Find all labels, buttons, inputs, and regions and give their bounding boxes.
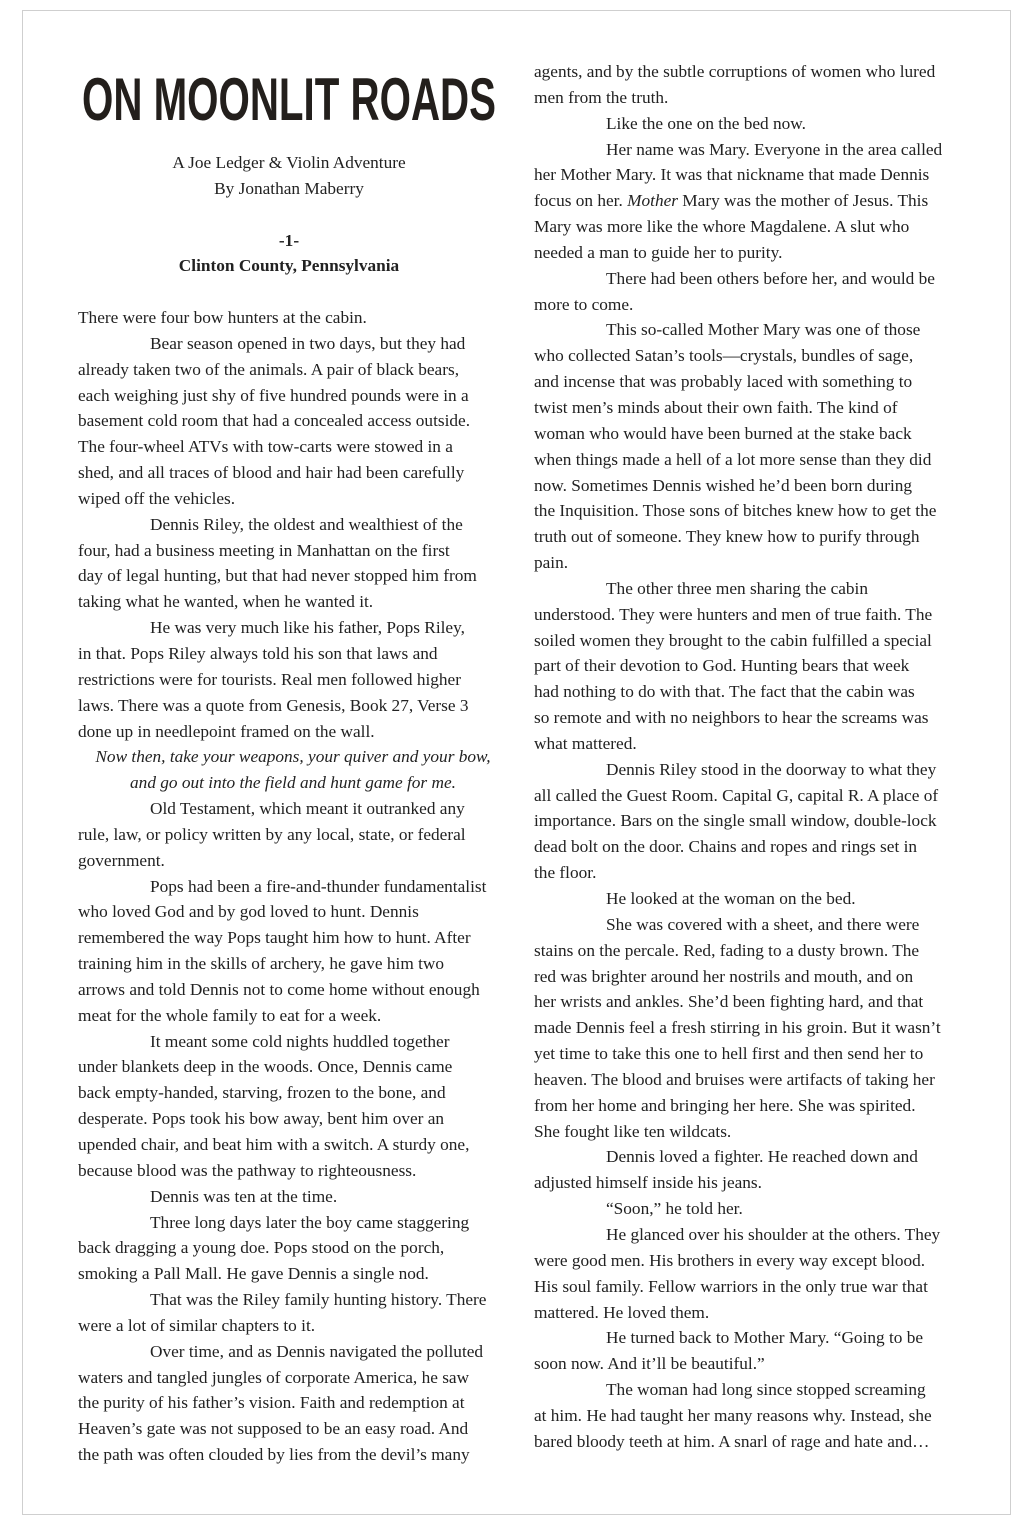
text-line: under blankets deep in the woods. Once, Dennis came [78,1057,453,1077]
text-line: Dennis was ten at the time. [150,1186,338,1206]
text-line: desperate. Pops took his bow away, bent him over an [78,1109,445,1129]
text-line: back dragging a young doe. Pops stood on the porch, [78,1238,445,1258]
text-line: waters and tangled jungles of corporate America, he saw [78,1367,470,1387]
paragraph [534,886,974,912]
text-line: and incense that was probably laced with something to [534,372,913,392]
byline: By Jonathan Maberry [214,179,364,198]
text-line: training him in the skills of archery, he gave him two [78,954,445,974]
text-line: the Inquisition. Those sons of bitches knew how to get the [534,501,937,521]
story-title-text: ON MOONLIT ROADS [82,66,496,130]
text-line: She was covered with a sheet, and there were [606,914,920,934]
text-line: She fought like ten wildcats. [534,1121,732,1141]
text-line: The four-wheel ATVs with tow-carts were stowed in a [78,437,453,457]
paragraph [534,111,974,137]
text-line: understood. They were hunters and men of true faith. The [534,604,933,624]
paragraph [78,1339,518,1468]
text-line: Pops had been a fire-and-thunder fundamentalist [150,876,487,896]
text-line: Over time, and as Dennis navigated the polluted [150,1341,484,1361]
text-line: woman who would have been burned at the stake back [534,423,912,443]
subtitle: A Joe Ledger & Violin Adventure [172,153,406,172]
paragraph [534,1196,974,1222]
paragraph [534,1377,974,1455]
text-line: twist men’s minds about their own faith. The kind of [534,397,898,417]
text-line: arrows and told Dennis not to come home without enough [78,979,480,999]
text-line: There had been others before her, and would be [606,268,935,288]
text-line: the floor. [534,863,597,883]
text-line: part of their devotion to God. Hunting bears that week [534,656,910,676]
text-line: government. [78,850,165,870]
text-line: Mary was more like the whore Magdalene. A slut who [534,217,910,237]
text-line: Heaven’s gate was not supposed to be an easy road. And [78,1419,469,1439]
text-line: day of legal hunting, but that had never stopped him from [78,566,477,586]
text-line: He looked at the woman on the bed. [606,889,856,908]
text-line: Dennis loved a fighter. He reached down and [606,1147,918,1167]
text-line: so remote and with no neighbors to hear the screams was [534,708,929,728]
text-line: There were four bow hunters at the cabin. [78,308,367,327]
text-line: the path was often clouded by lies from the devil’s many [78,1445,470,1465]
text-line: He glanced over his shoulder at the others. They [606,1224,941,1244]
paragraph [78,615,518,744]
text-line: Old Testament, which meant it outranked any [150,799,465,819]
paragraph [534,1325,974,1377]
text-line: This so-called Mother Mary was one of those [606,320,921,340]
text-column-left [78,305,518,1468]
text-line: each weighing just shy of five hundred pounds were in a [78,385,469,405]
text-line: basement cold room that had a concealed access outside. [78,411,471,431]
paragraph [78,1184,518,1210]
text-segment: Mary was the mother of Jesus. This [677,191,929,211]
text-line: taking what he wanted, when he wanted it. [78,592,374,612]
text-line: He turned back to Mother Mary. “Going to be [606,1328,924,1348]
story-title-graphic [82,66,496,130]
text-line: Bear season opened in two days, but they had [150,333,466,353]
paragraph [78,512,518,615]
text-line: had nothing to do with that. The fact that the cabin was [534,682,915,702]
paragraph [534,137,974,266]
text-line: needed a man to guide her to purity. [534,242,783,262]
text-line: at him. He had taught her many reasons why. Instead, she [534,1405,932,1425]
text-line: The woman had long since stopped screaming [606,1380,926,1400]
text-line: men from the truth. [534,87,669,107]
text-line: more to come. [534,294,634,314]
paragraph [78,796,518,874]
text-line [534,188,974,214]
text-line: pain. [534,553,569,573]
text-line: yet time to take this one to hell first and then send her to [534,1044,924,1064]
text-line: wiped off the vehicles. [78,488,236,508]
paragraph [534,1144,974,1196]
text-line: four, had a business meeting in Manhattan on the first [78,540,450,560]
paragraph [78,1287,518,1339]
text-line: Three long days later the boy came staggering [150,1212,470,1232]
text-line: Like the one on the bed now. [606,113,806,133]
text-line: dead bolt on the door. Chains and ropes and rings set in [534,837,918,857]
text-line: His soul family. Fellow warriors in the only true war that [534,1276,928,1296]
text-line: smoking a Pall Mall. He gave Dennis a single nod. [78,1264,429,1284]
text-line: who loved God and by god loved to hunt. Dennis [78,902,419,922]
text-line: all called the Guest Room. Capital G, capital R. A place of [534,785,939,805]
paragraph [78,874,518,1029]
text-line: It meant some cold nights huddled together [150,1031,450,1051]
text-line: the purity of his father’s vision. Faith and redemption at [78,1393,465,1413]
text-line: her Mother Mary. It was that nickname that made Dennis [534,165,930,185]
paragraph [78,1210,518,1288]
text-line: were good men. His brothers in every way except blood. [534,1250,926,1270]
text-line: when things made a hell of a lot more sense than they did [534,449,932,469]
text-line: were a lot of similar chapters to it. [78,1315,316,1335]
paragraph [534,576,974,757]
text-line: adjusted himself inside his jeans. [534,1173,762,1193]
text-segment: focus on her. [534,191,628,211]
text-line: The other three men sharing the cabin [606,578,868,598]
text-line: upended chair, and beat him with a switch. A sturdy one, [78,1135,470,1154]
italic-text: Mother [627,191,678,211]
text-line: Her name was Mary. Everyone in the area called [606,139,943,159]
paragraph [78,1029,518,1184]
text-line: done up in needlepoint framed on the wall. [78,721,375,741]
text-line: truth out of someone. They knew how to purify through [534,527,920,547]
text-line: agents, and by the subtle corruptions of women who lured [534,62,936,81]
text-line: That was the Riley family hunting history. There [150,1290,487,1310]
paragraph [534,266,974,318]
text-line: soon now. And it’ll be beautiful.” [534,1354,765,1374]
paragraph [534,317,974,575]
text-line: rule, law, or policy written by any local, state, or federal [78,824,466,844]
chapter-number: -1- [278,231,300,250]
text-line: because blood was the pathway to righteousness. [78,1160,417,1180]
text-line: stains on the percale. Red, fading to a dusty brown. The [534,940,920,960]
paragraph [78,331,518,512]
paragraph [534,757,974,886]
text-line: Dennis Riley stood in the doorway to what they [606,759,937,779]
text-line: shed, and all traces of blood and hair had been carefully [78,463,465,483]
text-line: red was brighter around her nostrils and mouth, and on [534,966,914,986]
block-quote [78,744,518,796]
text-line: now. Sometimes Dennis wished he’d been born during [534,475,913,495]
paragraph [534,912,974,1145]
paragraph [534,59,974,111]
paragraph [78,305,518,331]
text-line: Now then, take your weapons, your quiver and your bow, [95,747,491,767]
text-line: and go out into the field and hunt game for me. [130,773,456,793]
text-line: mattered. He loved them. [534,1302,710,1322]
text-line: soiled women they brought to the cabin fulfilled a special [534,630,932,650]
text-line: her wrists and ankles. She’d been fighting hard, and that [534,992,924,1012]
text-line: restrictions were for tourists. Real men followed higher [78,669,461,689]
text-line: He was very much like his father, Pops Riley, [150,618,465,638]
story-title [82,66,496,130]
text-line: heaven. The blood and bruises were artifacts of taking her [534,1069,935,1089]
text-column-right [534,59,974,1455]
text-line: Dennis Riley, the oldest and wealthiest of the [150,514,463,534]
text-line: made Dennis feel a fresh stirring in his groin. But it wasn’t [534,1018,941,1038]
text-line: laws. There was a quote from Genesis, Book 27, Verse 3 [78,695,469,715]
chapter-location: Clinton County, Pennsylvania [178,256,400,275]
text-line: “Soon,” he told her. [606,1199,743,1219]
text-line: in that. Pops Riley always told his son that laws and [78,643,438,663]
text-line: from her home and bringing her here. She was spirited. [534,1095,916,1115]
paragraph [534,1222,974,1325]
text-line: back empty-handed, starving, frozen to the bone, and [78,1083,446,1103]
text-line: bared bloody teeth at him. A snarl of rage and hate and… [534,1431,930,1451]
text-line: who collected Satan’s tools—crystals, bundles of sage, [534,346,914,366]
text-line: importance. Bars on the single small window, double-lock [534,811,937,831]
text-line: already taken two of the animals. A pair of black bears, [78,359,460,379]
text-line: what mattered. [534,733,637,753]
text-line: remembered the way Pops taught him how to hunt. After [78,928,471,948]
text-line: meat for the whole family to eat for a week. [78,1005,382,1025]
